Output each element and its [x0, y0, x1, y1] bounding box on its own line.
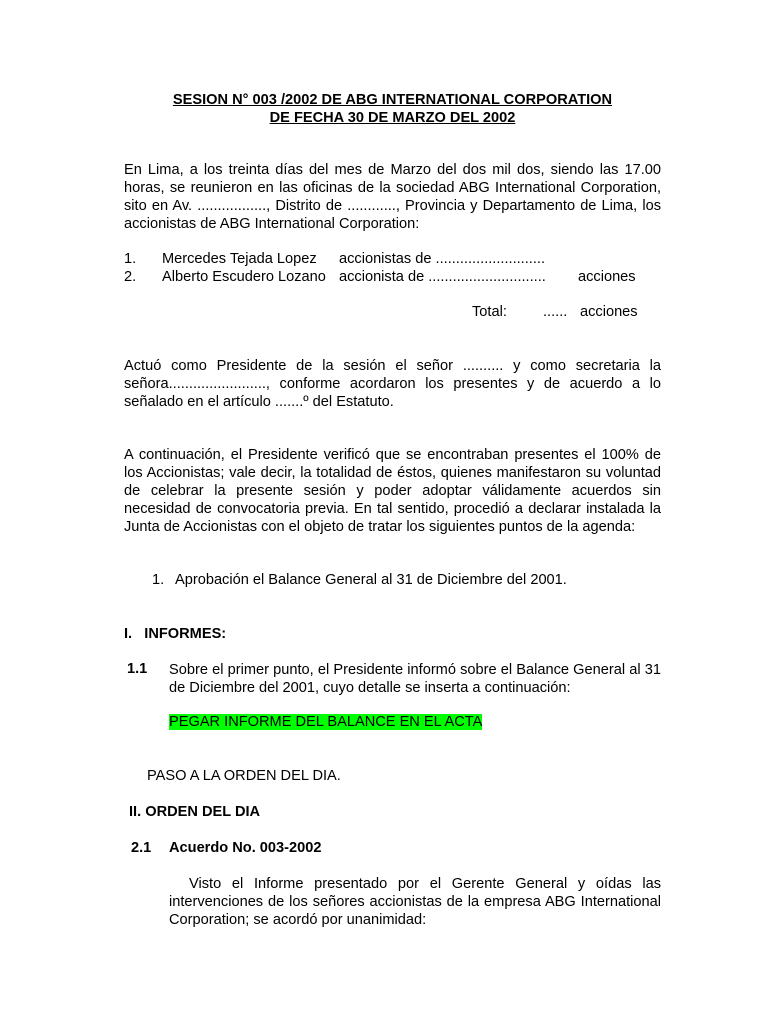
section-2-1-text: Visto el Informe presentado por el Gerente General y oídas las intervenciones de los señores accionistas de la empresa ABG International Corporation; se acordó por unanimidad: [169, 876, 661, 928]
title-line-2: DE FECHA 30 DE MARZO DEL 2002 [269, 110, 516, 126]
agenda-item-text: Aprobación el Balance General al 31 de Diciembre del 2001. [175, 572, 567, 588]
highlighted-text: PEGAR INFORME DEL BALANCE EN EL ACTA [169, 714, 483, 730]
section-2-1-title: Acuerdo No. 003-2002 [169, 840, 322, 856]
total-label: Total: [472, 304, 507, 320]
shareholder-1-name: Mercedes Tejada Lopez [162, 251, 317, 267]
section-orden-heading: II. ORDEN DEL DIA [129, 804, 261, 820]
section-2-1-number: 2.1 [131, 840, 152, 856]
total-unit: acciones [580, 304, 638, 320]
section-informes-heading: I. INFORMES: [124, 626, 227, 642]
shareholder-2-number: 2. [124, 269, 137, 285]
shareholder-2-role: accionista de ............................. [339, 269, 546, 285]
president-paragraph: Actuó como Presidente de la sesión el señor .......... y como secretaria la señora........................, conforme acordaron los presentes y de acuerdo a lo señalado en el artículo .......º del Estatuto. [124, 358, 661, 410]
title-line-1: SESION N° 003 /2002 DE ABG INTERNATIONAL CORPORATION [172, 92, 613, 108]
section-1-1-text: Sobre el primer punto, el Presidente informó sobre el Balance General al 31 de Diciembre del 2001, cuyo detalle se inserta a continuación: [169, 662, 661, 696]
shareholder-2-name: Alberto Escudero Lozano [162, 269, 326, 285]
balance-placeholder-note [169, 714, 482, 730]
section-1-1-number: 1.1 [127, 661, 148, 677]
shareholder-1-role: accionistas de ........................... [339, 251, 546, 267]
intro-paragraph: En Lima, a los treinta días del mes de Marzo del dos mil dos, siendo las 17.00 horas, se reunieron en las oficinas de la sociedad ABG International Corporation, sito en Av. ................., Distrito de ............, Provincia y Departamento de Lima, los accionistas de ABG International Corporation: [124, 162, 661, 232]
shareholder-2-unit: acciones [578, 269, 636, 285]
transition-line: PASO A LA ORDEN DEL DIA. [147, 768, 341, 784]
shareholder-1-number: 1. [124, 251, 137, 267]
verification-paragraph: A continuación, el Presidente verificó que se encontraban presentes el 100% de los Accionistas; vale decir, la totalidad de éstos, quienes manifestaron su voluntad de celebrar la presente sesión y poder adoptar válidamente acuerdos sin necesidad de convocatoria previa. En tal sentido, procedió a declarar instalada la Junta de Accionistas con el objeto de tratar los siguientes puntos de la agenda: [124, 447, 661, 535]
agenda-item-number: 1. [152, 572, 165, 588]
total-value: ...... [543, 304, 568, 320]
